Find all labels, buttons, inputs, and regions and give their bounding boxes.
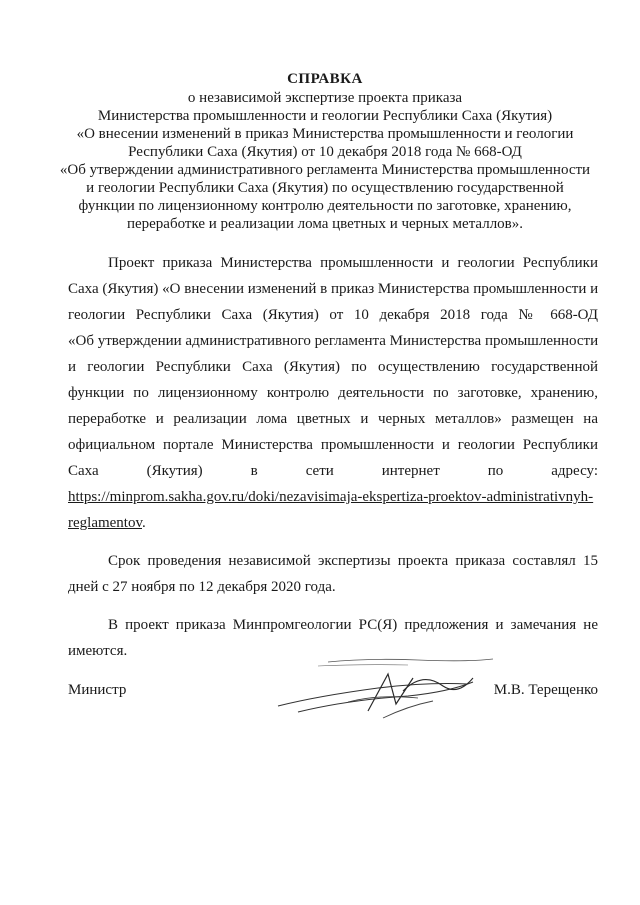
paragraph-line: В проект приказа Минпромгеологии РС(Я) предложения и замечания не (108, 617, 598, 633)
subtitle-line: и геологии Республики Саха (Якутия) по осуществлению государственной (86, 180, 564, 196)
paragraph-gap (68, 536, 598, 548)
paragraph-line: Проект приказа Министерства промышленности и геологии Республики (108, 255, 598, 271)
handwritten-signature-image (258, 656, 498, 726)
paragraph-line: и геологии Республики Саха (Якутия) по осуществлению государственной (68, 359, 598, 375)
paragraph-gap (68, 600, 598, 612)
link-suffix: . (142, 515, 146, 531)
paragraph-line: Саха (Якутия) «О внесении изменений в приказ Министерства промышленности и (68, 281, 599, 297)
paragraph-line: функции по лицензионному контролю деятельности по заготовке, хранению, (68, 385, 598, 401)
subtitle-line: «Об утверждении административного регламента Министерства промышленности (59, 162, 591, 178)
subtitle-line: «О внесении изменений в приказ Министерства промышленности и геологии (76, 126, 574, 142)
paragraph-line: Саха (Якутия) в сети интернет по адресу: (68, 463, 598, 479)
paragraph-line: Срок проведения независимой экспертизы проекта приказа составлял 15 (108, 553, 598, 569)
signatory-position: Министр (68, 682, 127, 698)
paragraph-line: дней с 27 ноября по 12 декабря 2020 года. (68, 579, 336, 595)
subtitle-line: переработке и реализации лома цветных и черных металлов». (126, 216, 524, 232)
paragraph-line: переработке и реализации лома цветных и черных металлов» размещен на (68, 411, 598, 427)
document-body (68, 250, 598, 664)
subtitle-line: функции по лицензионному контролю деятельности по заготовке, хранению, (78, 198, 572, 214)
subtitle-line: Министерства промышленности и геологии Республики Саха (Якутия) (97, 108, 553, 124)
document-title: СПРАВКА (287, 71, 363, 87)
paragraph-line: официальном портале Министерства промышленности и геологии Республики (68, 437, 598, 453)
portal-link-end (68, 510, 598, 536)
document-header (40, 70, 610, 233)
paragraph-line: «Об утверждении административного регламента Министерства промышленности (68, 333, 599, 349)
signatory-name: М.В. Терещенко (493, 682, 598, 698)
signature-block (68, 676, 598, 736)
portal-link[interactable]: https://minprom.sakha.gov.ru/doki/nezavisimaja-ekspertiza-proektov-administrativnyh- (68, 489, 594, 505)
paragraph-line: имеются. (68, 643, 128, 659)
portal-link-continuation[interactable]: reglamentov (68, 515, 142, 531)
paragraph-line: геологии Республики Саха (Якутия) от 10 декабря 2018 года № 668-ОД (68, 307, 598, 323)
subtitle-line: о независимой экспертизе проекта приказа (187, 90, 463, 106)
subtitle-line: Республики Саха (Якутия) от 10 декабря 2018 года № 668-ОД (128, 144, 522, 160)
